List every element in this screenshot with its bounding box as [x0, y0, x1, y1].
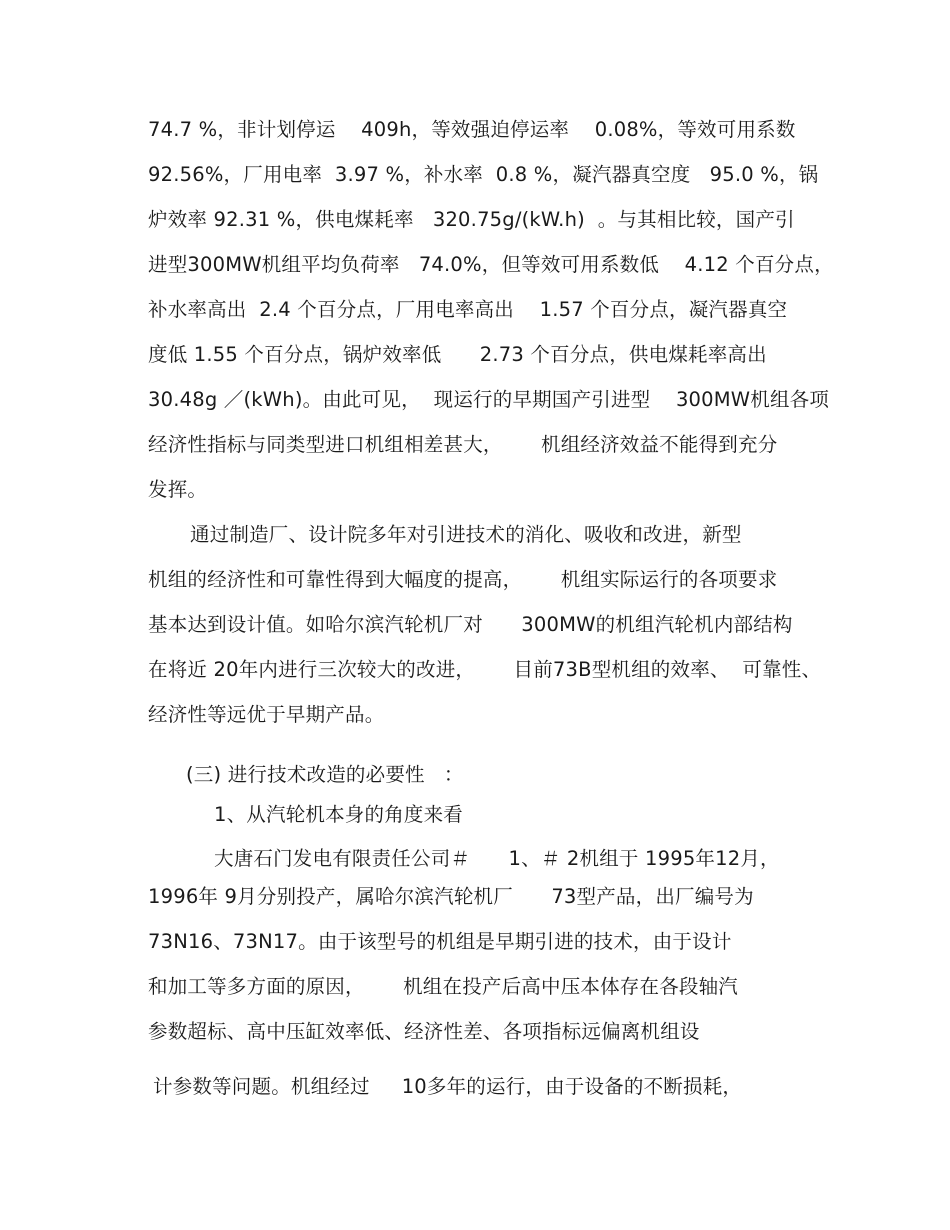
- paragraph-line: 发挥。: [148, 478, 208, 501]
- paragraph-line: 经济性指标与同类型进口机组相差甚大， 机组经济效益不能得到充分: [148, 433, 778, 456]
- paragraph-line: 机组的经济性和可靠性得到大幅度的提高， 机组实际运行的各项要求: [148, 568, 778, 591]
- paragraph-line: 通过制造厂、设计院多年对引进技术的消化、吸收和改进，新型: [190, 523, 742, 546]
- paragraph-line: 补水率高出 2.4 个百分点，厂用电率高出 1.57 个百分点，凝汽器真空: [148, 298, 788, 321]
- paragraph-line: 74.7 %，非计划停运 409h，等效强迫停运率 0.08%，等效可用系数: [148, 118, 796, 141]
- paragraph-line: 进型300MW机组平均负荷率 74.0%，但等效可用系数低 4.12 个百分点，: [148, 253, 834, 276]
- paragraph-line: 30.48g ／(kWh)。由此可见， 现运行的早期国产引进型 300MW机组各项: [148, 388, 830, 411]
- paragraph-line: 1996年 9月分别投产，属哈尔滨汽轮机厂 73型产品，出厂编号为: [148, 885, 754, 908]
- paragraph-line: 参数超标、高中压缸效率低、经济性差、各项指标远偏离机组设: [148, 1020, 700, 1043]
- paragraph-line: 经济性等远优于早期产品。: [148, 703, 385, 726]
- section-heading: (三) 进行技术改造的必要性 ：: [186, 763, 464, 786]
- paragraph-line: 基本达到设计值。如哈尔滨汽轮机厂对 300MW的机组汽轮机内部结构: [148, 613, 793, 636]
- paragraph-line: 炉效率 92.31 %，供电煤耗率 320.75g/(kW.h) 。与其相比较，国产引: [148, 208, 795, 231]
- paragraph-line: 度低 1.55 个百分点，锅炉效率低 2.73 个百分点，供电煤耗率高出: [148, 343, 767, 366]
- subsection-heading: 1、从汽轮机本身的角度来看: [214, 803, 464, 826]
- paragraph-line: 92.56%，厂用电率 3.97 %，补水率 0.8 %，凝汽器真空度 95.0 %，锅: [148, 163, 819, 186]
- paragraph-line: 73N16、73N17。由于该型号的机组是早期引进的技术，由于设计: [148, 930, 732, 953]
- paragraph-line: 在将近 20年内进行三次较大的改进， 目前73B型机组的效率、 可靠性、: [148, 658, 822, 681]
- paragraph-line: 大唐石门发电有限责任公司＃ 1、＃ 2机组于 1995年12月，: [214, 847, 780, 870]
- paragraph-line: 计参数等问题。机组经过 10多年的运行，由于设备的不断损耗，: [153, 1075, 743, 1098]
- paragraph-line: 和加工等多方面的原因， 机组在投产后高中压本体存在各段轴汽: [148, 975, 738, 998]
